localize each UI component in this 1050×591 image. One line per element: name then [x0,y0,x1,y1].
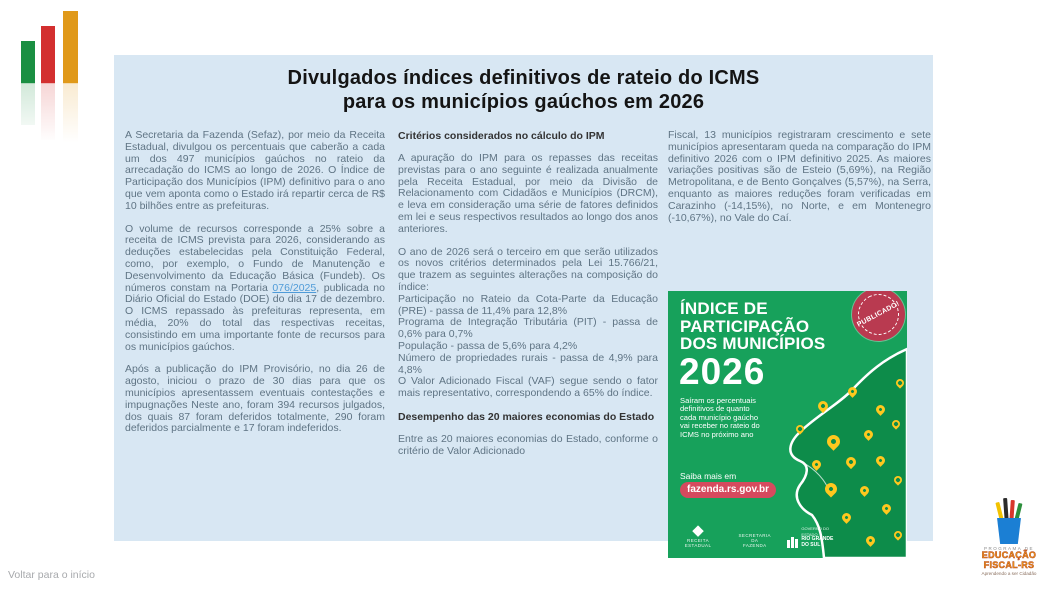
infographic-title [680,300,825,353]
governo-line: RIO GRANDE [801,536,834,542]
educacao-fiscal-rs-logo [973,498,1045,576]
infographic-title-line: ÍNDICE DE [680,299,768,318]
infographic-more-label: Saiba mais em [680,471,737,481]
edu-logo-educacao: EDUCAÇÃO [981,550,1037,560]
receita-label: RECEITA ESTADUAL [684,538,712,548]
fazenda-label: SECRETARIA DA [738,533,771,543]
bar-chart-icon [21,11,81,83]
criteria-item: Participação no Rateio da Cota-Parte da Educação (PRE) - passa de 11,4% para 12,8% [398,292,658,317]
criteria-item: População - passa de 5,6% para 4,2% [398,339,578,352]
edu-logo-slogan: Aprendendo a ser Cidadão [981,571,1037,576]
title-line-1: Divulgados índices definitivos de rateio do ICMS [287,67,760,89]
portaria-076-2025-link[interactable]: 076/2025 [272,281,317,294]
infographic-title-line: PARTICIPAÇÃO [680,316,810,336]
paragraph-text: O volume de recursos corresponde a 25% sobre a receita de ICMS prevista para 2026, considerando as deduções estabelecidas pela Constituição Federal, como, por exemplo, o Fundo de Manutenção e Desenvolvimento da Educação Básica (Fundeb). Os números constam na Portaria [125,222,385,294]
criteria-intro: O ano de 2026 será o terceiro em que serão utilizados os novos critérios determinados pela Lei 15.766/21, que trazem as seguintes alterações na composição do índice: [398,245,658,293]
fazenda-url-badge[interactable]: fazenda.rs.gov.br [680,482,776,498]
edu-logo-fiscal: FISCAL-RS [983,559,1035,570]
infographic-title-line: DOS MUNICÍPIOS [680,334,826,353]
sefaz-bar-chart-logo [21,11,81,161]
reflection-fade [21,84,81,159]
paragraph: A Secretaria da Fazenda (Sefaz), por meio da Receita Estadual, divulgou os percentuais que caberão a cada um dos 497 municípios gaúchos no rateio da arrecadação do ICMS ao longo de 2026. O Índice de Participação dos Municípios (IPM) definitivo para o ano que vem aponta como o Estado irá repartir cerca de R$ 10 bilhões entre as prefeituras. [125,129,385,212]
blue-cup-icon [996,518,1022,544]
secretaria-fazenda-logo [735,533,774,548]
back-to-start-link[interactable]: Voltar para o início [8,569,95,581]
column-2 [398,130,658,469]
governo-line: GOVERNO DO ESTADO [801,526,829,537]
infographic-logos-row [674,523,844,548]
criteria-item: O Valor Adicionado Fiscal (VAF) segue sendo o fator mais representativo, correspondendo a 65% do índice. [398,375,658,400]
criteria-item: Número de propriedades rurais - passa de 4,9% para 4,8% [398,351,658,376]
infographic-description: Saíram os percentuais definitivos de quanto cada município gaúcho vai receber no rateio do ICMS no próximo ano [680,396,760,439]
section-heading-criterios: Critérios considerados no cálculo do IPM [398,130,605,142]
paragraph: Fiscal, 13 municípios registraram crescimento e sete municípios apresentaram queda na comparação do IPM definitivo 2026 com o IPM definitivo 2025. As maiores variações positivas são de Esteio (5,69%), na Região Metropolitana, e de Bento Gonçalves (5,57%), na Serra, enquanto as maiores reduções foram verificadas em Carazinho (-14,15%), no Norte, e em Montenegro (-10,67%), no Vale do Caí. [668,129,931,224]
paragraph: Após a publicação do IPM Provisório, no dia 26 de agosto, iniciou o prazo de 30 dias para que os municípios apresentassem eventuais contestações e impugnações Neste ano, foram 394 recursos julgados, dos quais 87 foram deferidos totalmente, 290 foram deferidos parcialmente e 17 foram indeferidos. [125,363,385,435]
stamp-label: PUBLICADO! [851,291,906,342]
diamond-icon: ◆ [692,522,704,539]
paragraph [125,224,385,354]
paragraph-text: , publicada no Diário Oficial do Estado (DOE) do dia 17 de dezembro. O ICMS repassado às prefeituras representa, em média, 20% do total das respectivas receitas, consistindo em uma importante fonte de recursos para os municípios gaúchos. [125,281,385,353]
ipm-2026-infographic [668,291,907,558]
pencil-cup-icon [989,498,1029,544]
red-bar [41,26,55,83]
title-line-2: para os municípios gaúchos em 2026 [342,91,705,113]
governo-label [801,526,844,548]
governo-rs-logo [787,526,844,548]
paragraph-criteria [398,247,658,400]
edu-logo-programa: PROGRAMA DE [983,546,1034,551]
page-title [114,66,933,114]
green-bar [21,41,35,83]
orange-bar [63,11,78,83]
column-3 [668,130,931,235]
receita-estadual-logo [674,523,722,548]
governo-mark-icon [787,537,798,548]
fazenda-label: FAZENDA [742,543,767,548]
paragraph: A apuração do IPM para os repasses das receitas previstas para o ano seguinte é realizada anualmente pela Receita Estadual, por meio da Divisão de Relacionamento com Cidadãos e Municípios (DRCM), e leva em consideração uma série de fatores definidos em lei e seus respectivos resultados ao longo dos anos anteriores. [398,152,658,235]
paragraph: Entre as 20 maiores economias do Estado, conforme o critério de Valor Adicionado [398,432,658,457]
section-heading-desempenho: Desempenho das 20 maiores economias do Estado [398,410,655,423]
infographic-year: 2026 [679,351,766,392]
governo-line: DO SUL [801,541,821,548]
criteria-item: Programa de Integração Tributária (PIT) - passa de 0,6% para 0,7% [398,316,658,341]
column-1 [125,130,385,446]
